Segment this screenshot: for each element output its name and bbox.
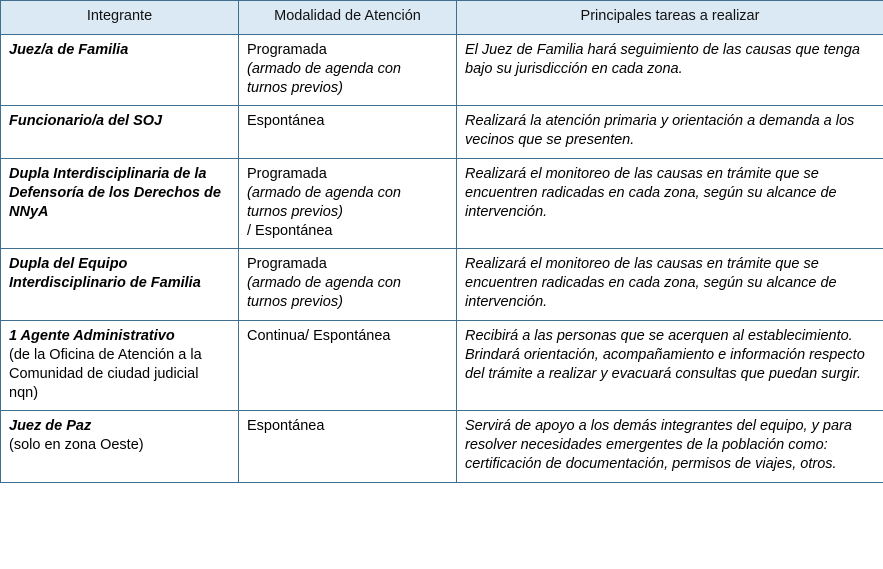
role-title: Dupla del Equipo Interdisciplinario de Familia: [9, 256, 201, 292]
role-title: 1 Agente Administrativo: [9, 327, 175, 344]
role-title: Dupla Interdisciplinaria de la Defensoría de los Derechos de NNyA: [9, 166, 221, 220]
table-row: [1, 249, 883, 321]
table-row: [1, 320, 883, 410]
cell-modalidad: [239, 411, 457, 483]
cell-modalidad: [239, 320, 457, 410]
column-header-tareas: Principales tareas a realizar: [457, 1, 883, 35]
modalidad-line: / Espontánea: [247, 222, 333, 239]
table-row: [1, 411, 883, 483]
cell-integrante: [1, 411, 239, 483]
role-title: Juez de Paz: [9, 418, 92, 435]
cell-tareas: Realizará la atención primaria y orientación a demanda a los vecinos que se presenten.: [457, 106, 883, 159]
cell-integrante: [1, 159, 239, 249]
table-row: [1, 159, 883, 249]
cell-tareas: Recibirá a las personas que se acerquen al establecimiento. Brindará orientación, acompañamiento e información respecto del trámite a realizar y evacuará consultas que puedan surgir.: [457, 320, 883, 410]
cell-integrante: [1, 34, 239, 106]
cell-tareas: Servirá de apoyo a los demás integrantes del equipo, y para resolver necesidades emergentes de la población como: certificación de documentación, permisos de viajes, otros.: [457, 411, 883, 483]
cell-tareas: El Juez de Familia hará seguimiento de las causas que tenga bajo su jurisdicción en cada zona.: [457, 34, 883, 106]
role-title: Funcionario/a del SOJ: [9, 113, 163, 130]
table-header-row: [1, 1, 883, 35]
modalidad-line: Espontánea: [247, 113, 325, 130]
role-subtitle: (de la Oficina de Atención a la Comunidad de ciudad judicial nqn): [9, 346, 202, 401]
modalidad-line: Programada: [247, 256, 327, 273]
modalidad-line: (armado de agenda con: [247, 275, 401, 292]
modalidad-line: (armado de agenda con: [247, 184, 401, 201]
cell-tareas: Realizará el monitoreo de las causas en trámite que se encuentren radicadas en cada zona, según su alcance de intervención.: [457, 249, 883, 321]
table-header: [1, 1, 883, 35]
role-title: Juez/a de Familia: [9, 41, 129, 58]
column-header-integrante: Integrante: [1, 1, 239, 35]
modalidad-line: turnos previos): [247, 203, 343, 220]
table-row: [1, 106, 883, 159]
cell-modalidad: [239, 106, 457, 159]
table-body: [1, 34, 883, 482]
cell-modalidad: [239, 34, 457, 106]
role-subtitle: (solo en zona Oeste): [9, 437, 144, 454]
column-header-modalidad: Modalidad de Atención: [239, 1, 457, 35]
modalidad-line: turnos previos): [247, 294, 343, 311]
modalidad-line: Espontánea: [247, 418, 325, 435]
cell-integrante: [1, 320, 239, 410]
modalidad-line: Continua/ Espontánea: [247, 327, 391, 344]
table-row: [1, 34, 883, 106]
cell-modalidad: [239, 249, 457, 321]
cell-integrante: [1, 249, 239, 321]
modalidad-line: (armado de agenda con: [247, 60, 401, 77]
modalidad-line: Programada: [247, 41, 327, 58]
cell-integrante: [1, 106, 239, 159]
modalidad-line: Programada: [247, 166, 327, 183]
cell-tareas: Realizará el monitoreo de las causas en trámite que se encuentren radicadas en cada zona, según su alcance de intervención.: [457, 159, 883, 249]
modalidad-line: turnos previos): [247, 79, 343, 96]
cell-modalidad: [239, 159, 457, 249]
